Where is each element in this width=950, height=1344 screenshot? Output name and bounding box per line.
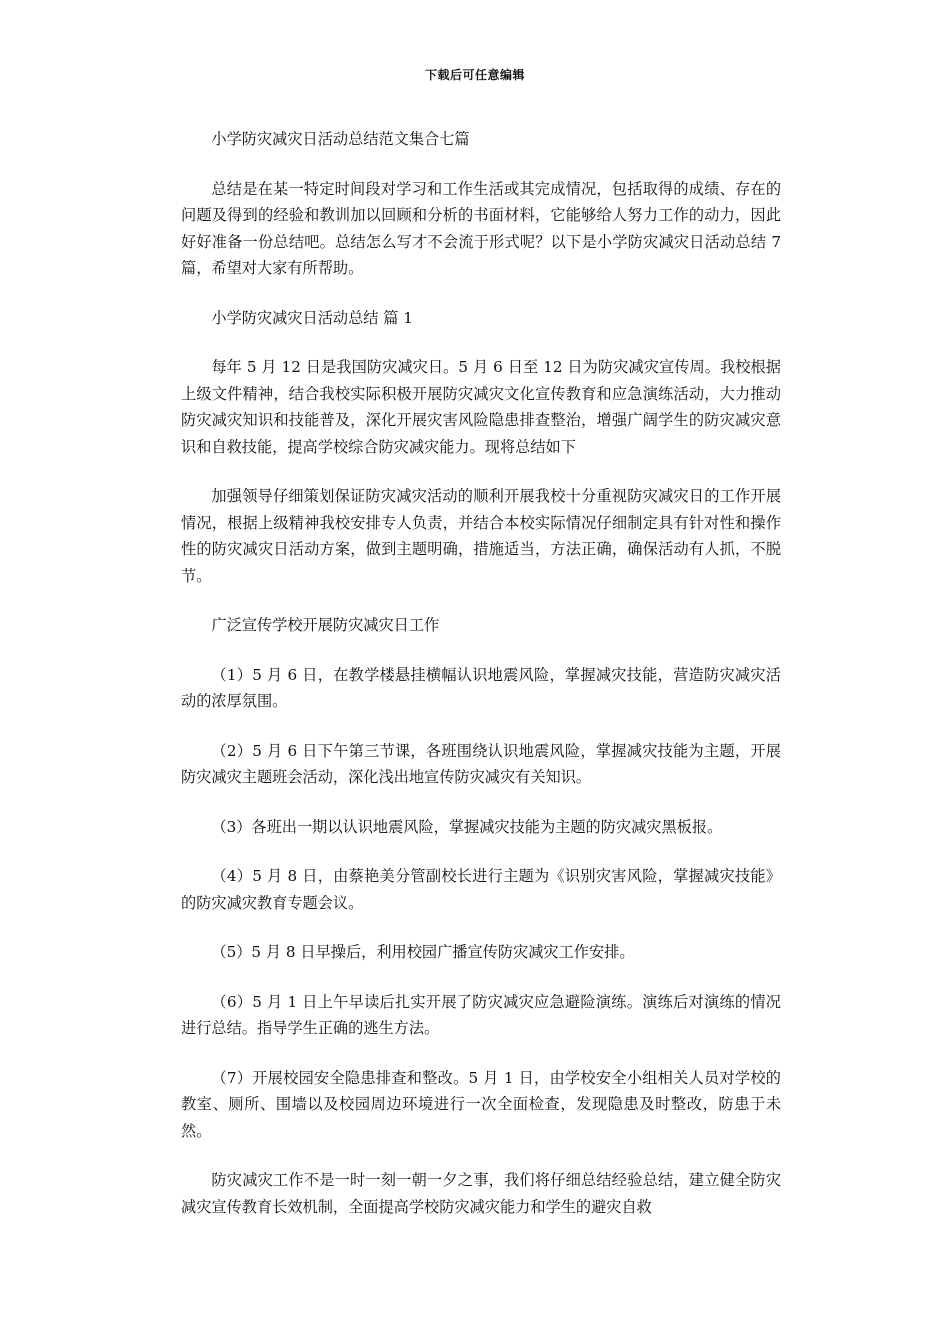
page-header: 下载后可任意编辑	[424, 68, 525, 82]
paragraph-intro: 总结是在某一特定时间段对学习和工作生活或其完成情况，包括取得的成绩、存在的问题及得到的经验和教训加以回顾和分析的书面材料，它能够给人努力工作的动力，因此好好准备一份总结吧。总结怎么写才不会流于形式呢？以下是小学防灾减灾日活动总结 7 篇，希望对大家有所帮助。	[181, 179, 781, 277]
paragraph-leadership: 加强领导仔细策划保证防灾减灾活动的顺利开展我校十分重视防灾减灾日的工作开展情况，根据上级精神我校安排专人负责，并结合本校实际情况仔细制定具有针对性和操作性的防灾减灾日活动方案，做到主题明确，措施适当，方法正确，确保活动有人抓，不脱节。	[181, 487, 781, 585]
paragraph-overview: 每年 5 月 12 日是我国防灾减灾日。5 月 6 日至 12 日为防灾减灾宣传周。我校根据上级文件精神，结合我校实际积极开展防灾减灾文化宣传教育和应急演练活动，大力推动防灾减灾知识和技能普及，深化开展灾害风险隐患排查整治，增强广阔学生的防灾减灾意识和自救技能，提高学校综合防灾减灾能力。现将总结如下	[181, 358, 781, 456]
list-item-4: （4）5 月 8 日，由蔡艳美分管副校长进行主题为《识别灾害风险，掌握减灾技能》的防灾减灾教育专题会议。	[181, 867, 781, 912]
list-item-3: （3）各班出一期以认识地震风险，掌握减灾技能为主题的防灾减灾黑板报。	[211, 817, 723, 836]
document-body	[181, 126, 781, 1243]
paragraph-conclusion: 防灾减灾工作不是一时一刻一朝一夕之事，我们将仔细总结经验总结，建立健全防灾减灾宣传教育长效机制，全面提高学校防灾减灾能力和学生的避灾自救	[181, 1171, 781, 1216]
section-heading-1: 小学防灾减灾日活动总结 篇 1	[211, 308, 413, 327]
list-item-6: （6）5 月 1 日上午早读后扎实开展了防灾减灾应急避险演练。演练后对演练的情况进行总结。指导学生正确的逃生方法。	[181, 992, 781, 1037]
list-item-5: （5）5 月 8 日早操后，利用校园广播宣传防灾减灾工作安排。	[211, 943, 635, 961]
subheading-publicity: 广泛宣传学校开展防灾减灾日工作	[211, 616, 440, 634]
list-item-1: （1）5 月 6 日，在教学楼悬挂横幅认识地震风险，掌握减灾技能，营造防灾减灾活动的浓厚氛围。	[181, 665, 781, 710]
document-title: 小学防灾减灾日活动总结范文集合七篇	[211, 130, 470, 148]
list-item-2: （2）5 月 6 日下午第三节课，各班围绕认识地震风险，掌握减灾技能为主题，开展防灾减灾主题班会活动，深化浅出地宣传防灾减灾有关知识。	[181, 741, 781, 786]
list-item-7: （7）开展校园安全隐患排查和整改。5 月 1 日，由学校安全小组相关人员对学校的教室、厕所、围墙以及校园周边环境进行一次全面检查，发现隐患及时整改，防患于未然。	[181, 1068, 781, 1140]
